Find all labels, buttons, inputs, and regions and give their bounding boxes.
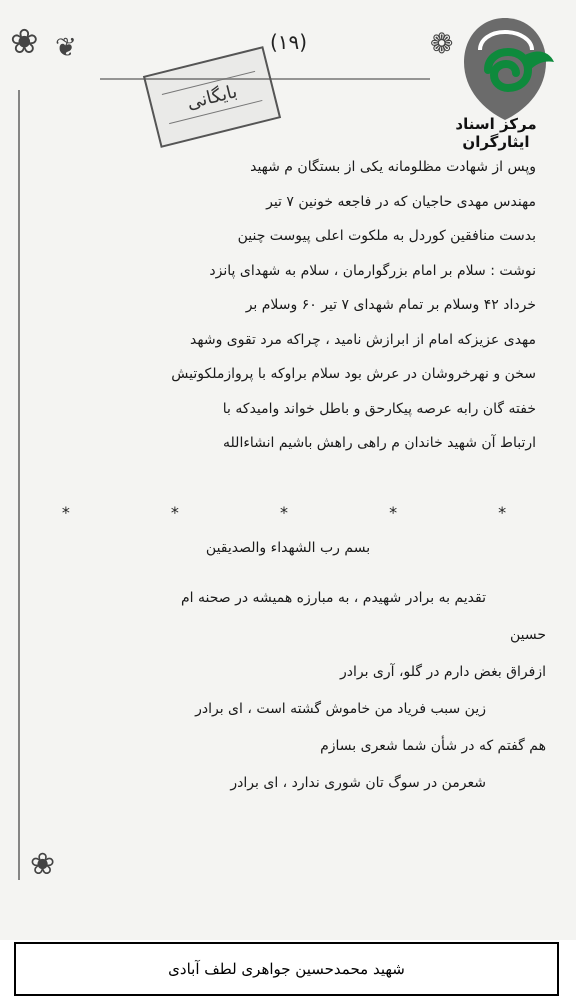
page-number: (۱۹) bbox=[270, 30, 308, 54]
body-line: ارتباط آن شهید خاندان م راهی راهش باشیم انشاءالله bbox=[223, 435, 536, 451]
bismillah-heading: بسم رب الشهداء والصدیقین bbox=[205, 540, 371, 556]
poem-line: ازفراق بغض دارم در گلو، آری برادر bbox=[339, 664, 546, 680]
body-line: خرداد ۴۲ وسلام بر تمام شهدای ۷ تیر ۶۰ وسلام بر bbox=[245, 297, 536, 313]
archive-stamp bbox=[143, 46, 281, 148]
floral-ornament-right-icon: ❁ bbox=[430, 27, 454, 60]
poem-line: تقدیم به برادر شهیدم ، به مبارزه همیشه در صحنه ام bbox=[180, 590, 486, 606]
logo-text: مرکز اسناد ایثارگران bbox=[455, 115, 537, 151]
body-line: مهندس مهدی حاجیان که در فاجعه خونین ۷ تیر bbox=[266, 193, 536, 210]
poem-line: حسین bbox=[509, 627, 546, 643]
body-line: وپس از شهادت مظلومانه یکی از بستگان م شهید bbox=[250, 159, 536, 175]
poem-line: شعرمن در سوگ تان شوری ندارد ، ای برادر bbox=[230, 775, 486, 791]
poem-line: هم گفتم که در شأن شما شعری بسازم bbox=[320, 738, 546, 754]
poem-line: زین سبب فریاد من خاموش گشته است ، ای برادر bbox=[195, 701, 486, 717]
leaf-ornament-icon: ❦ bbox=[55, 33, 77, 63]
archive-center-logo-icon bbox=[450, 10, 560, 130]
stamp-text: بایگانی bbox=[184, 80, 240, 114]
body-line: سخن و نهرخروشان در عرش بود سلام براوکه با پروازملکوتیش bbox=[171, 366, 536, 382]
floral-ornament-bottom-icon: ❀ bbox=[30, 847, 56, 882]
body-line: مهدی عزیزکه امام از ابرازش نامید ، چراکه مرد تقوی وشهد bbox=[190, 331, 536, 348]
martyr-name-caption: شهید محمدحسین جواهری لطف آبادی bbox=[168, 960, 405, 978]
section-separator: * * * * * bbox=[61, 503, 555, 522]
poem-block bbox=[76, 580, 546, 802]
letter-body bbox=[76, 150, 536, 461]
body-line: نوشت : سلام بر امام بزرگوارمان ، سلام به شهدای پانزد bbox=[209, 262, 536, 279]
caption-box bbox=[14, 942, 559, 996]
floral-ornament-left-icon: ❀ bbox=[10, 22, 39, 62]
body-line: بدست منافقین کوردل به ملکوت اعلی پیوست چنین bbox=[237, 228, 536, 244]
page-border-left bbox=[18, 90, 20, 880]
body-line: خفته گان رابه عرصه پیکارحق و باطل خواند وامیدکه با bbox=[222, 400, 536, 417]
